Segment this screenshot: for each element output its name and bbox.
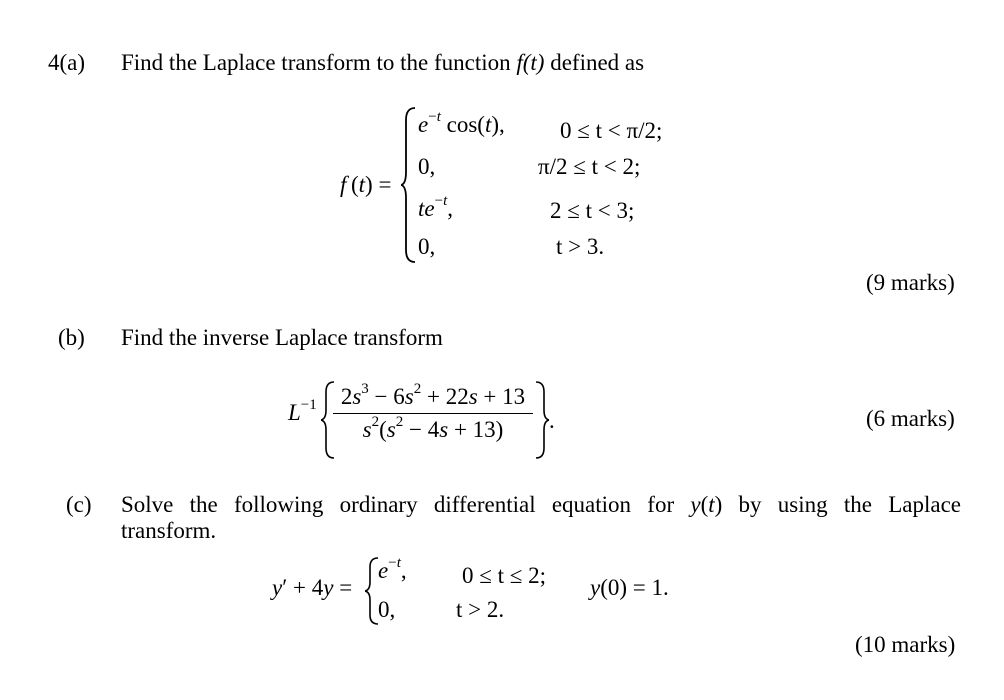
part-b-marks: (6 marks) [866,406,955,431]
part-a-case-2-cond: π/2 ≤ t < 2; [538,154,641,179]
part-a-case-4-expr: 0, [418,234,436,259]
part-c-label: (c) [66,492,92,517]
part-a-prompt-fn: f(t) [516,50,545,75]
part-b-label: (b) [58,325,85,350]
part-b-period: . [549,408,555,433]
part-c-marks: (10 marks) [855,632,956,657]
part-a-case-1-expr: $e^{-t}$ cos(t), [418,109,505,137]
part-b-fraction [333,381,533,443]
part-c-case-2-cond: t > 2. [456,597,505,622]
part-a-label: 4(a) [48,50,86,75]
part-a-marks: (9 marks) [866,270,955,295]
part-a-case-4-cond: t > 3. [556,234,605,259]
part-b-numerator: $2s^3 - 6s^2 + 22s + 13$ [340,381,526,409]
part-a-case-1-cond: 0 ≤ t < π/2; [560,118,663,143]
part-c-case-2-expr: 0, [378,597,396,622]
part-c-case-1-expr: $e^{-t}$, [378,555,407,583]
part-b-denominator: $s^2(s^2 - 4s + 13)$ [362,414,504,442]
part-a-lhs: f (t) = [340,172,392,197]
part-c-prompt-line1: Solve the following ordinary differential equation for y(t) by using the Laplace [121,492,962,517]
part-a-prompt-pre: Find the Laplace transform to the function [121,50,517,75]
part-b-operator: $L^{-1}$ [288,397,317,425]
part-a-case-3-cond: 2 ≤ t < 3; [550,198,635,223]
part-c-prompt-line2: transform. [121,518,217,543]
part-a-case-3-expr: $te^{-t}$, [418,193,453,221]
part-b-prompt: Find the inverse Laplace transform [121,325,443,350]
part-a-prompt [121,50,644,76]
part-b-right-brace [533,380,549,460]
part-a-prompt-post: defined as [544,50,645,75]
part-a-left-brace [401,106,419,264]
part-c-case-1-cond: 0 ≤ t ≤ 2; [462,563,547,588]
part-a-case-2-expr: 0, [418,154,436,179]
part-c-initial-condition: y(0) = 1. [590,575,669,600]
part-c-lhs: y′ + 4y = [272,575,353,600]
